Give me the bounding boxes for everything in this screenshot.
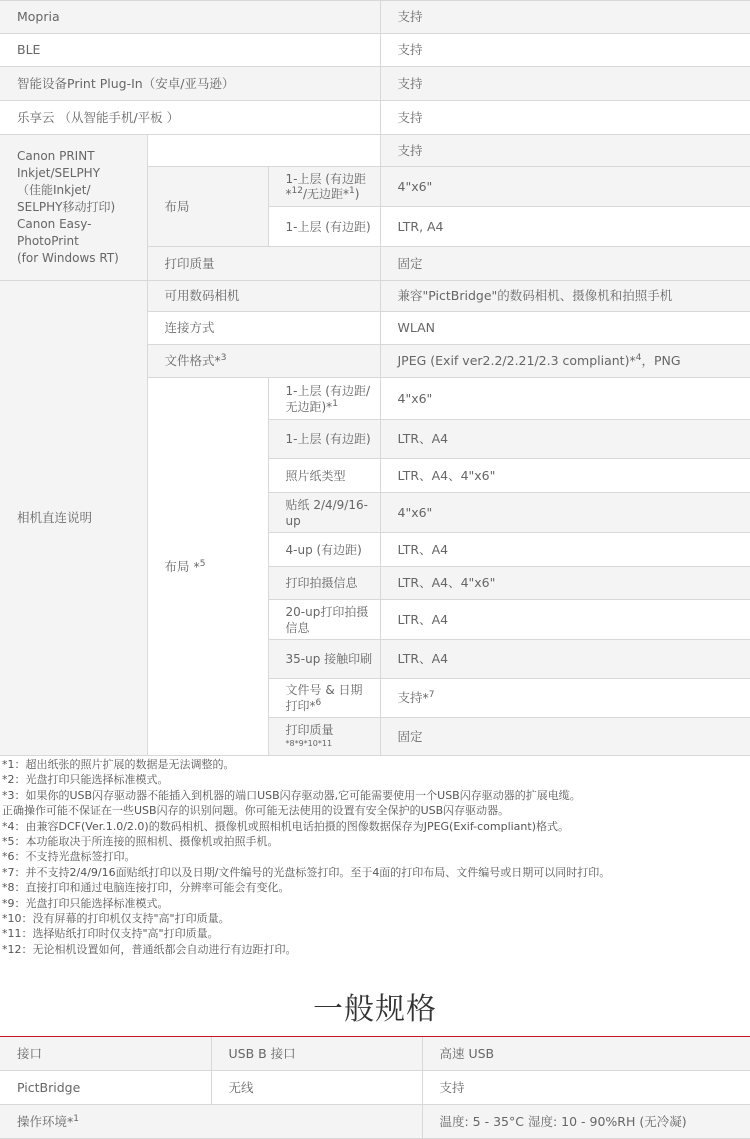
label-line: (for Windows RT) [17,251,119,265]
footnote-mark: 3 [220,353,227,363]
sub-line: 1-上层 (有边距 [285,171,366,186]
footnote-mark: 1 [349,185,355,196]
camera-layout-value: 4"x6" [380,493,750,533]
camera-layout-value: LTR、A4 [380,600,750,640]
footnotes [2,757,750,957]
section-title: 一般规格 [313,992,437,1027]
camera-layout-value: 4"x6" [380,378,750,420]
canon-layout-sub-2: 1-上层 (有边距) [268,207,380,247]
table-row [0,281,750,312]
label-line: Canon PRINT [17,149,95,163]
footnote: *12：无论相机设置如何，普通纸都会自动进行有边距打印。 [2,942,297,956]
canon-quality-value: 固定 [380,247,750,281]
camera-layout-sub: 1-上层 (有边距) [268,420,380,459]
table-row [0,101,750,135]
camera-layout-value: LTR、A4、4"x6" [380,567,750,600]
table-row [0,1037,750,1071]
camera-layout-value [380,679,750,718]
general-label: PictBridge [0,1071,211,1105]
table-row [0,135,750,167]
canon-layout-label: 布局 [147,167,268,247]
table-row [0,1071,750,1105]
camera-layout-label [147,378,268,756]
value-text: JPEG (Exif ver2.2/2.21/2.3 compliant)* [397,353,636,368]
label-line: PhotoPrint [17,234,79,248]
camera-layout-sub: 打印拍摄信息 [268,567,380,600]
footnote-mark: 4 [635,353,642,363]
canon-layout-sub-1 [268,167,380,207]
footnote: *3：如果你的USB闪存驱动器不能插入到机器的端口USB闪存驱动器,它可能需要使用一个USB闪存驱动器的扩展电缆。 [2,788,581,802]
label-text: 布局 * [164,558,200,574]
row-value-cloud: 支持 [380,101,750,135]
row-label-ble: BLE [0,34,380,67]
camera-row-value: WLAN [380,312,750,345]
footnote-mark: 1 [332,398,338,409]
canon-support-empty [147,135,380,167]
table-row [0,1105,750,1139]
camera-layout-sub: 贴纸 2/4/9/16-up [268,493,380,533]
camera-layout-sub: 4-up (有边距) [268,533,380,567]
camera-layout-value: LTR、A4 [380,420,750,459]
footnote: 正确操作可能不保证在一些USB闪存的识别问题。你可能无法使用的设置有安全保护的USB闪存驱动器。 [2,804,510,818]
camera-layout-sub: 35-up 接触印刷 [268,640,380,679]
camera-row-label: 可用数码相机 [147,281,380,312]
table-row [0,34,750,67]
footnote: *9：光盘打印只能选择标准模式。 [2,896,169,910]
general-mid: USB B 接口 [211,1037,422,1071]
camera-layout-value: LTR、A4 [380,640,750,679]
label-text: 操作环境* [17,1113,74,1129]
footnote: *10：没有屏幕的打印机仅支持"高"打印质量。 [2,912,230,926]
footnote: *5：本功能取决于所连接的照相机、摄像机或拍照手机。 [2,835,279,849]
footnote-mark: 12 [291,185,303,196]
camera-row-label: 连接方式 [147,312,380,345]
camera-layout-value: 固定 [380,718,750,756]
camera-layout-sub [268,679,380,718]
general-mid [211,1105,422,1139]
footnote-mark: 7 [428,690,435,700]
camera-layout-sub: 20-up打印拍摄信息 [268,600,380,640]
camera-layout-sub [268,718,380,756]
canon-print-label [0,135,147,281]
table-row [0,1,750,34]
general-value: 温度: 5 - 35°C 湿度: 10 - 90%RH (无冷凝) [422,1105,750,1139]
camera-layout-value: LTR、A4 [380,533,750,567]
general-mid: 无线 [211,1071,422,1105]
value-tail: ，PNG [641,353,681,368]
table-row [0,67,750,101]
camera-section-label: 相机直连说明 [0,281,147,756]
value-text: 支持* [397,690,429,705]
footnote: *4：由兼容DCF(Ver.1.0/2.0)的数码相机、摄像机或照相机电话拍摄的图像数据保存为JPEG(Exif-compliant)格式。 [2,819,570,833]
footnote-mark: 1 [73,1113,79,1124]
sub-text: 1-上层 (有边距/无边距)* [285,383,371,414]
camera-row-value [380,345,750,378]
general-label [0,1105,211,1139]
row-value-plugin: 支持 [380,67,750,101]
camera-row-value: 兼容"PictBridge"的数码相机、摄像机和拍照手机 [380,281,750,312]
footnote-mark: 5 [199,558,206,569]
label-line: Inkjet/SELPHY [17,166,101,180]
spec-table-general [0,1036,750,1139]
footnote: *7：并不支持2/4/9/16面贴纸打印以及日期/文件编号的光盘标签打印。至于4面的打印布局、文件编号或日期可以同时打印。 [2,865,611,879]
row-label-cloud: 乐享云 （从智能手机/平板 ） [0,101,380,135]
canon-quality-label: 打印质量 [147,247,380,281]
label-text: 文件格式* [164,353,221,368]
sub-text: 打印质量 [285,722,334,737]
camera-row-label [147,345,380,378]
canon-layout-value-2: LTR, A4 [380,207,750,247]
canon-layout-value-1: 4"x6" [380,167,750,207]
general-value: 支持 [422,1071,750,1105]
camera-layout-sub: 照片纸类型 [268,459,380,493]
label-line: （佳能Inkjet/ [17,183,91,197]
footnote: *8：直接打印和通过电脑连接打印，分辨率可能会有变化。 [2,881,290,895]
footnote-mark: *8*9*10*11 [285,738,333,748]
sub-text: 文件号 & 日期打印* [285,683,363,713]
camera-layout-sub [268,378,380,420]
label-line: SELPHY移动打印) [17,200,116,214]
row-value-ble: 支持 [380,34,750,67]
sub-line: *$^{12}$/无边距*$^1$) [285,185,360,201]
general-label: 接口 [0,1037,211,1071]
row-label-mopria: Mopria [0,1,380,34]
row-value-mopria: 支持 [380,1,750,34]
footnote: *2：光盘打印只能选择标准模式。 [2,773,169,787]
footnote: *11：选择贴纸打印时仅支持"高"打印质量。 [2,927,219,941]
footnote: *1：超出纸张的照片扩展的数据是无法调整的。 [2,758,235,771]
footnote: *6：不支持光盘标签打印。 [2,850,136,864]
label-line: Canon Easy- [17,217,92,231]
footnote-mark: 6 [315,698,322,708]
camera-layout-value: LTR、A4、4"x6" [380,459,750,493]
general-value: 高速 USB [422,1037,750,1071]
row-label-plugin: 智能设备Print Plug-In（安卓/亚马逊） [0,67,380,101]
canon-support-value: 支持 [380,135,750,167]
